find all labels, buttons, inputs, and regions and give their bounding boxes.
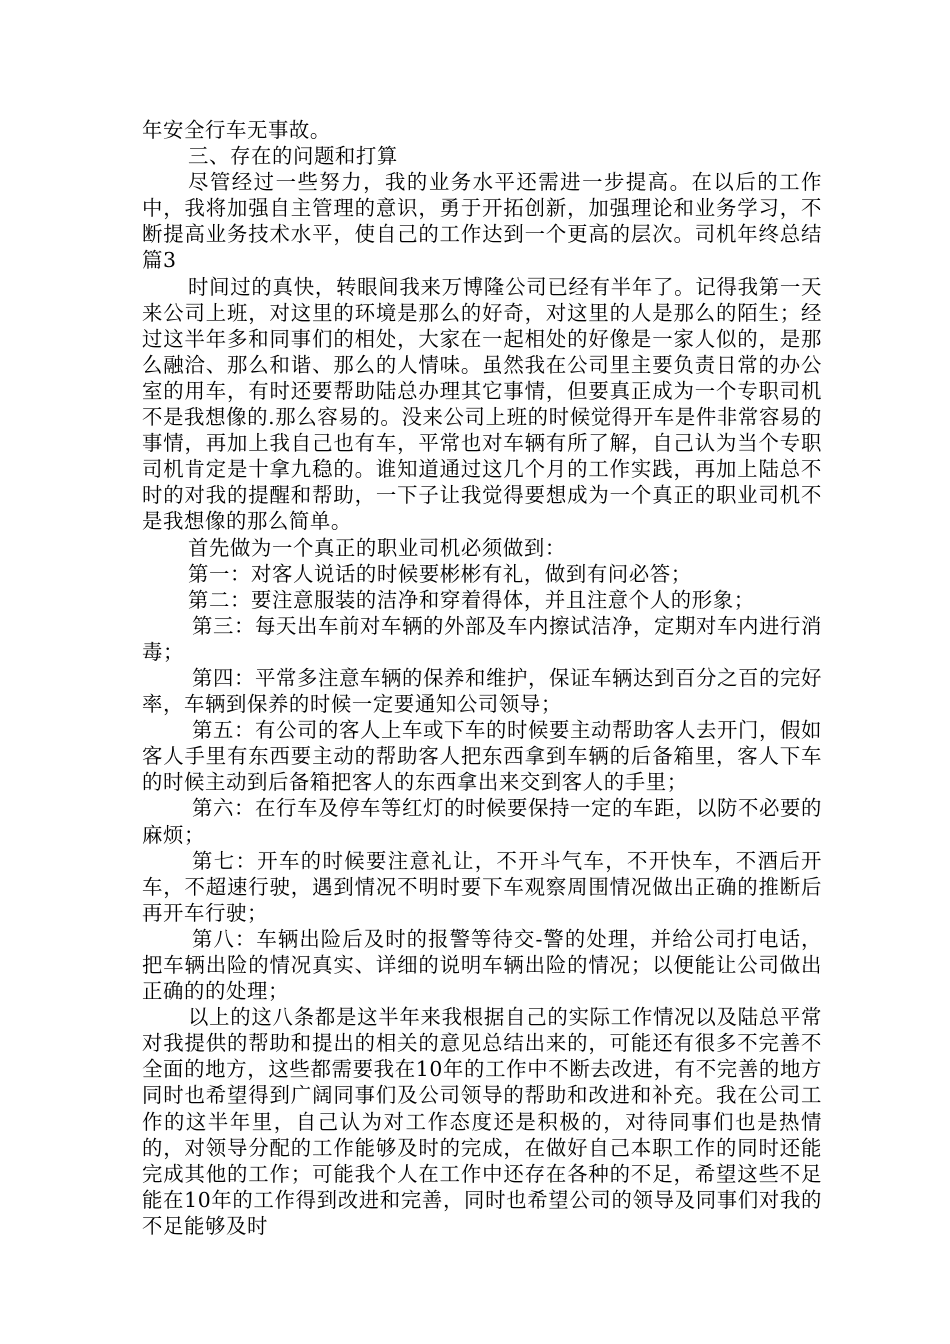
list-item: 第六：在行车及停车等红灯的时候要保持一定的车距，以防不必要的麻烦；	[142, 796, 822, 847]
paragraph: 时间过的真快，转眼间我来万博隆公司已经有半年了。记得我第一天来公司上班，对这里的环境是那么的好奇，对这里的人是那么的陌生；经过这半年多和同事们的相处，大家在一起相处的好像是一家人似的，是那么融洽、那么和谐、那么的人情味。虽然我在公司里主要负责日常的办公室的用车，有时还要帮助陆总办理其它事情，但要真正成为一个专职司机不是我想像的.那么容易的。没来公司上班的时候觉得开车是件非常容易的事情，再加上我自己也有车，平常也对车辆有所了解，自己认为当个专职司机肯定是十拿九稳的。谁知道通过这几个月的工作实践，再加上陆总不时的对我的提醒和帮助，一下子让我觉得要想成为一个真正的职业司机不是我想像的那么简单。	[142, 274, 822, 534]
list-item: 第五：有公司的客人上车或下车的时候要主动帮助客人去开门，假如客人手里有东西要主动的帮助客人把东西拿到车辆的后备箱里，客人下车的时候主动到后备箱把客人的东西拿出来交到客人的手里；	[142, 718, 822, 795]
section-heading: 三、存在的问题和打算	[188, 144, 398, 169]
list-item: 第四：平常多注意车辆的保养和维护，保证车辆达到百分之百的完好率，车辆到保养的时候一定要通知公司领导；	[142, 665, 822, 717]
list-item: 第七：开车的时候要注意礼让，不开斗气车，不开快车，不酒后开车，不超速行驶，遇到情况不明时要下车观察周围情况做出正确的推断后再开车行驶；	[142, 848, 822, 925]
paragraph: 首先做为一个真正的职业司机必须做到：	[188, 535, 566, 560]
paragraph-continuation: 年安全行车无事故。	[142, 118, 331, 142]
paragraph: 尽管经过一些努力，我的业务水平还需进一步提高。在以后的工作中，我将加强自主管理的意识，勇于开拓创新，加强理论和业务学习，不断提高业务技术水平，使自己的工作达到一个更高的层次。司机年终总结 篇3	[142, 170, 830, 273]
list-item: 第三：每天出车前对车辆的外部及车内擦试洁净，定期对车内进行消毒；	[142, 613, 822, 664]
list-item: 第八：车辆出险后及时的报警等待交-警的处理，并给公司打电话，把车辆出险的情况真实、详细的说明车辆出险的情况；以便能让公司做出正确的的处理；	[142, 926, 822, 1004]
list-item: 第一：对客人说话的时候要彬彬有礼，做到有问必答；	[188, 561, 692, 586]
list-item: 第二：要注意服装的洁净和穿着得体，并且注意个人的形象；	[188, 587, 755, 612]
document-body	[142, 117, 830, 1239]
paragraph: 以上的这八条都是这半年来我根据自己的实际工作情况以及陆总平常对我提供的帮助和提出的相关的意见总结出来的，可能还有很多不完善不全面的地方，这些都需要我在10年的工作中不断去改进，有不完善的地方同时也希望得到广阔同事们及公司领导的帮助和改进和补充。我在公司工作的这半年里，自己认为对工作态度还是积极的，对待同事们也是热情的，对领导分配的工作能够及时的完成，在做好自己本职工作的同时还能完成其他的工作；可能我个人在工作中还存在各种的不足，希望这些不足能在10年的工作得到改进和完善，同时也希望公司的领导及同事们对我的不足能够及时	[142, 1005, 822, 1238]
